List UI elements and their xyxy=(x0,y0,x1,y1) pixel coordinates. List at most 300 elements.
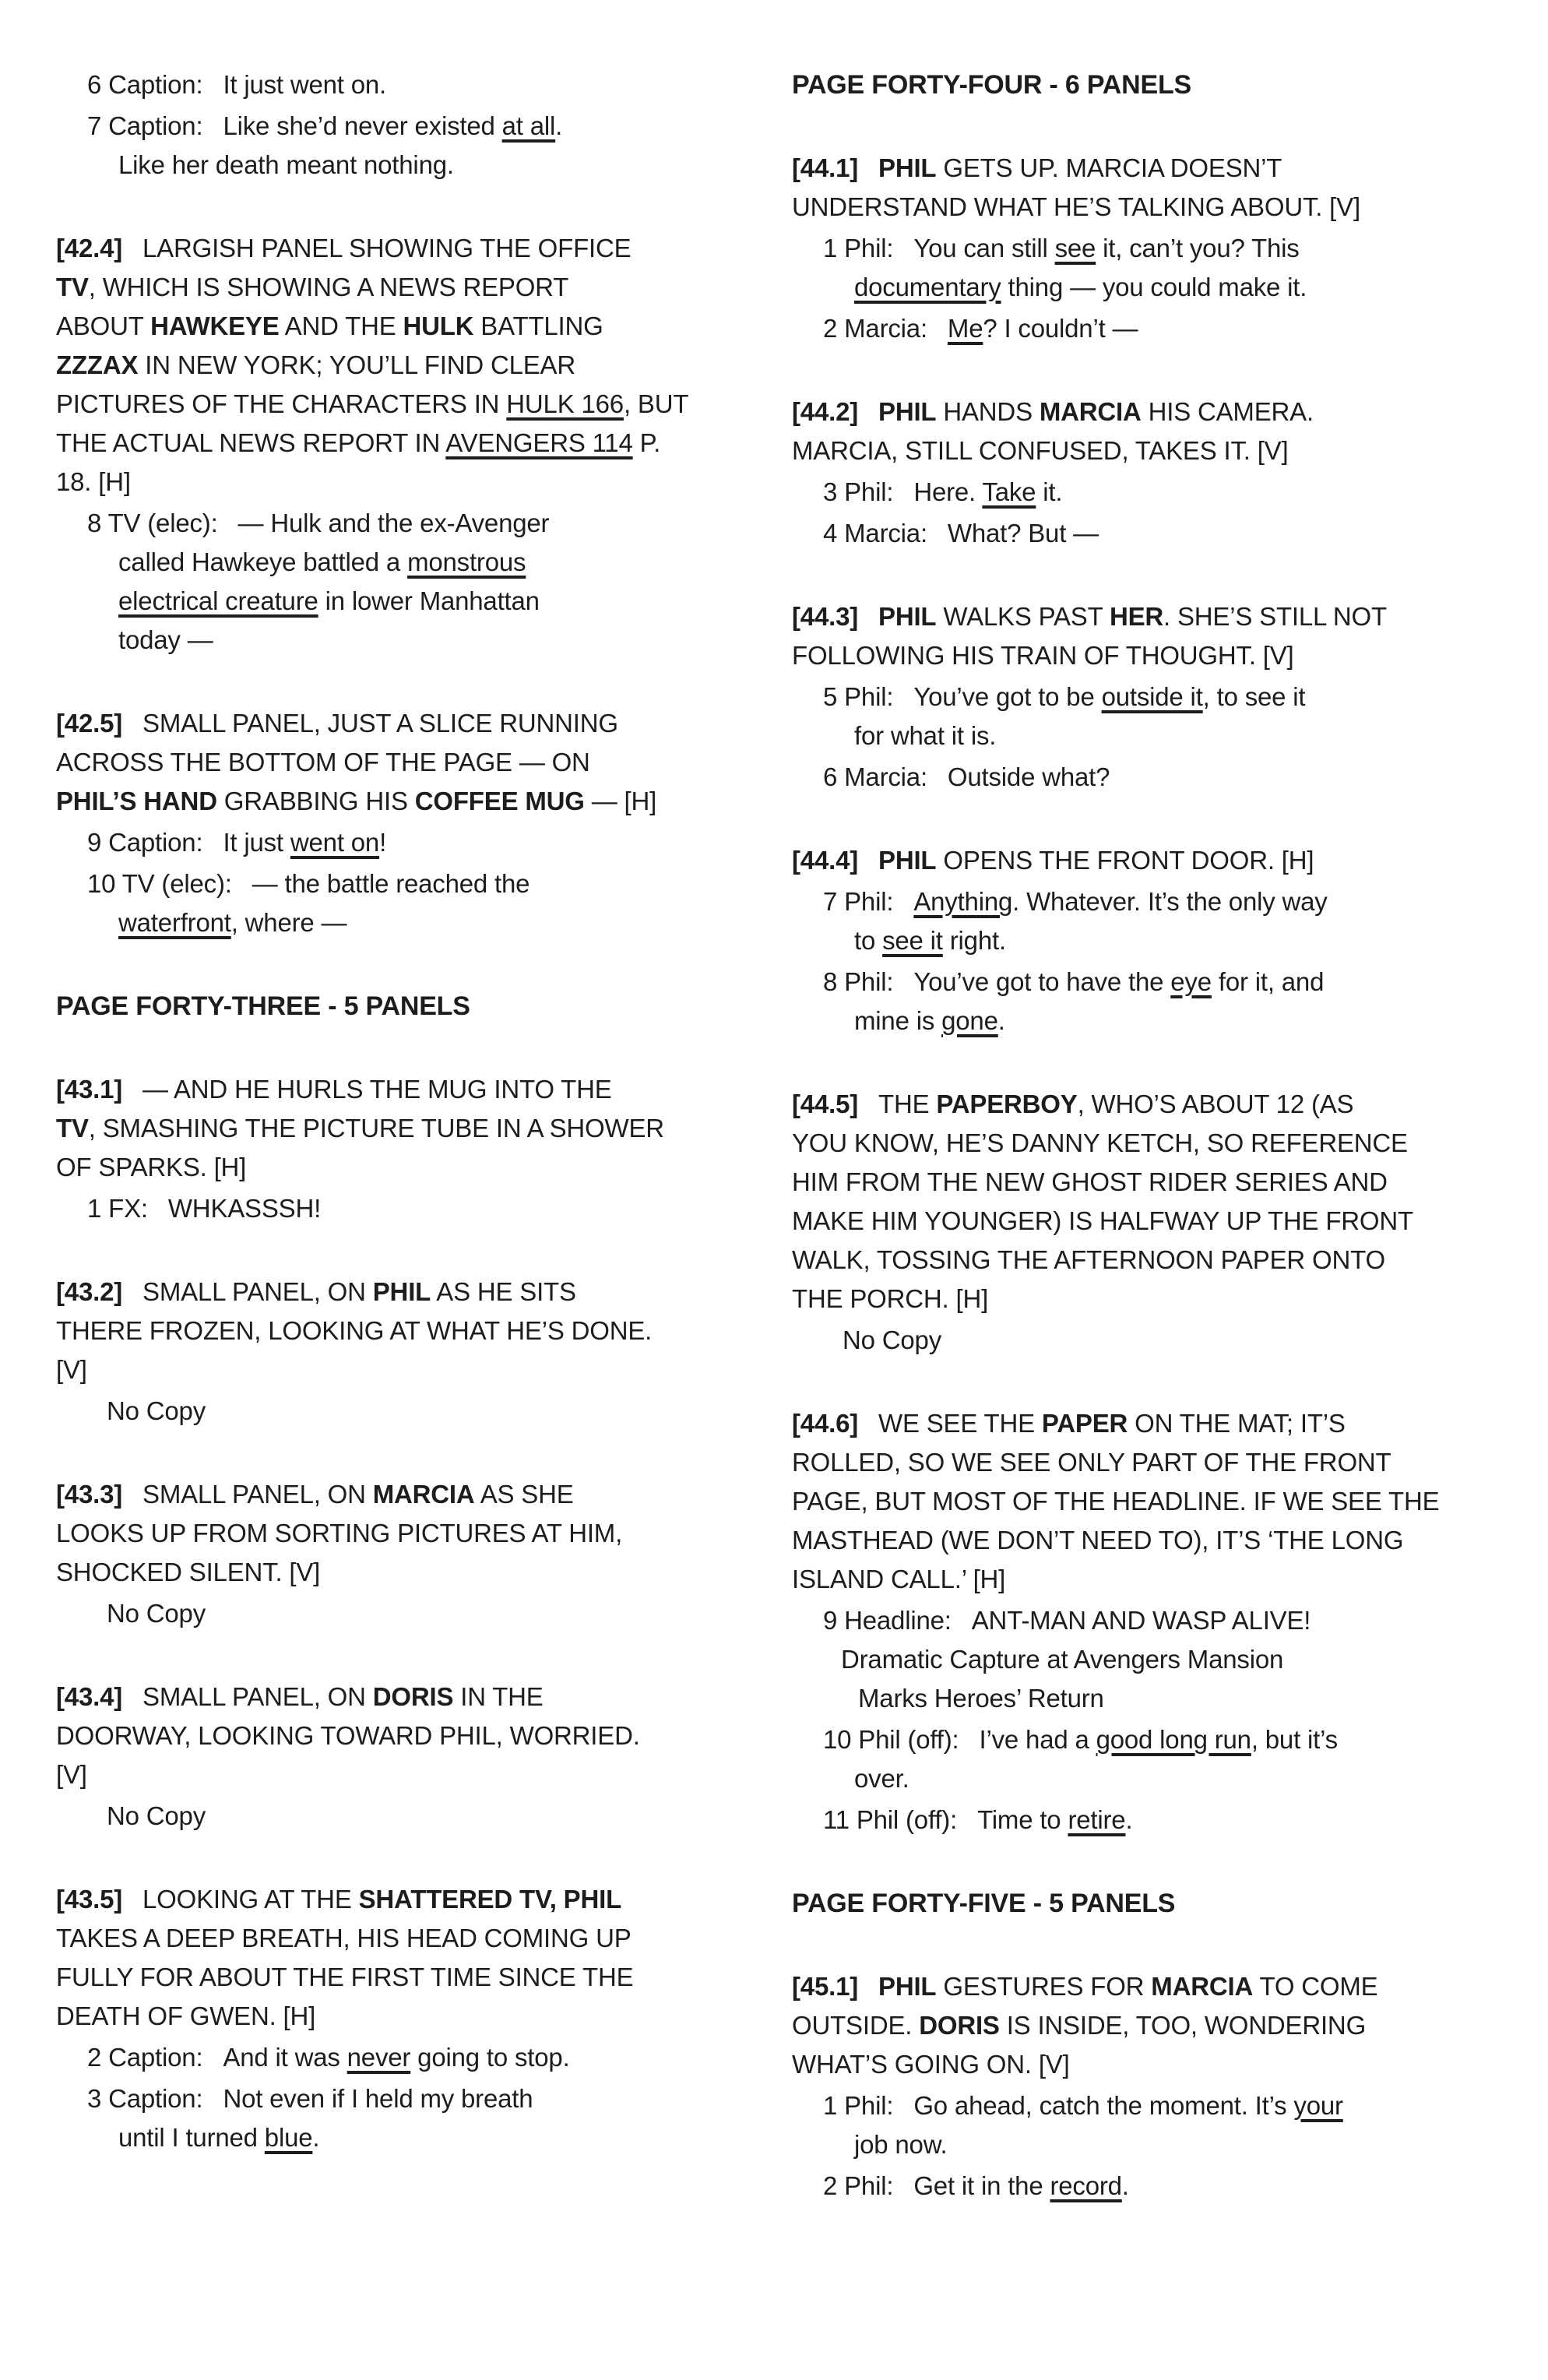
text-line xyxy=(792,1002,1528,1040)
text-segment: Go ahead, catch the moment. It’s xyxy=(913,2091,1294,2120)
text-line xyxy=(792,2125,1528,2164)
text-segment: called Hawkeye battled a xyxy=(118,547,408,576)
text-line xyxy=(792,597,1528,636)
text-line xyxy=(792,1967,1528,2006)
text-segment: , to see it xyxy=(1202,682,1306,711)
text-segment: THE PORCH. [H] xyxy=(792,1284,989,1313)
text-line xyxy=(792,1801,1528,1840)
left-column xyxy=(56,0,769,2202)
text-segment: SHOCKED SILENT. [V] xyxy=(56,1558,321,1586)
dialogue-list xyxy=(56,1594,769,1633)
speaker-label: 7 Caption: xyxy=(87,111,203,140)
text-line xyxy=(792,678,1528,716)
text-segment: — [H] xyxy=(584,787,657,815)
text-segment: ABOUT xyxy=(56,312,151,340)
text-segment: went on xyxy=(290,828,380,857)
speaker-label: [45.1] xyxy=(792,1972,859,2001)
panel-description xyxy=(792,1967,1528,2084)
text-segment: HIM FROM THE NEW GHOST RIDER SERIES AND xyxy=(792,1167,1388,1196)
speaker-label: 1 Phil: xyxy=(823,2091,894,2120)
text-line xyxy=(56,1755,769,1794)
text-segment: GESTURES FOR xyxy=(936,1972,1152,2001)
text-segment: WALKS PAST xyxy=(936,602,1110,631)
text-segment: AS HE SITS xyxy=(431,1277,576,1306)
text-segment: MARCIA xyxy=(1039,397,1142,426)
text-line xyxy=(56,704,769,743)
text-segment: MASTHEAD (WE DON’T NEED TO), IT’S ‘THE LONG xyxy=(792,1526,1404,1554)
text-line xyxy=(792,1443,1528,1482)
text-segment: You can still xyxy=(913,234,1055,262)
right-column xyxy=(792,0,1528,2250)
text-segment: PHIL xyxy=(878,846,937,875)
text-line xyxy=(56,1553,769,1592)
text-line xyxy=(792,2086,1528,2125)
text-segment: 18. [H] xyxy=(56,467,131,496)
text-segment: DORIS xyxy=(372,1682,454,1711)
text-segment: MARCIA, STILL CONFUSED, TAKES IT. [V] xyxy=(792,436,1289,465)
speaker-label: 2 Phil: xyxy=(823,2171,894,2200)
dialogue-list xyxy=(56,2038,769,2157)
text-segment: Dramatic Capture at Avengers Mansion xyxy=(841,1645,1284,1674)
speaker-label: 3 Phil: xyxy=(823,477,894,506)
text-line xyxy=(56,424,769,463)
text-segment: [V] xyxy=(56,1355,87,1384)
text-segment: Marks Heroes’ Return xyxy=(858,1684,1104,1713)
text-segment: WHKASSSH! xyxy=(167,1194,322,1223)
text-segment: You’ve got to be xyxy=(913,682,1102,711)
text-segment: LOOKS UP FROM SORTING PICTURES AT HIM, xyxy=(56,1519,623,1547)
speaker-label: 9 Caption: xyxy=(87,828,203,857)
speaker-label: 10 TV (elec): xyxy=(87,869,232,898)
text-segment: IN THE xyxy=(453,1682,544,1711)
panel-unit xyxy=(56,1070,769,1228)
text-line xyxy=(792,1321,1528,1360)
dialogue-list xyxy=(56,1797,769,1836)
text-line xyxy=(56,107,769,146)
text-segment: AVENGERS 114 xyxy=(445,428,633,457)
speaker-label: [43.4] xyxy=(56,1682,123,1711)
panel-description xyxy=(56,1273,769,1389)
text-segment: PHIL’S HAND xyxy=(56,787,217,815)
text-segment: ANT-MAN AND WASP ALIVE! xyxy=(971,1606,1311,1635)
text-segment: FULLY FOR ABOUT THE FIRST TIME SINCE THE xyxy=(56,1963,634,1991)
text-line xyxy=(56,229,769,268)
text-segment: No Copy xyxy=(843,1326,941,1354)
text-segment: , where — xyxy=(230,908,347,937)
speaker-label: 10 Phil (off): xyxy=(823,1725,959,1754)
panel-description xyxy=(56,1070,769,1187)
text-segment: AS SHE xyxy=(474,1480,574,1509)
text-segment: ! xyxy=(379,828,387,857)
text-line xyxy=(56,385,769,424)
panel-description xyxy=(56,704,769,821)
text-segment: SMALL PANEL, JUST A SLICE RUNNING xyxy=(142,709,618,738)
section-heading: PAGE FORTY-THREE - 5 PANELS xyxy=(56,991,470,1021)
text-segment: WHAT’S GOING ON. [V] xyxy=(792,2050,1070,2079)
text-line xyxy=(56,346,769,385)
speaker-label: 1 Phil: xyxy=(823,234,894,262)
text-segment: PHIL xyxy=(878,602,937,631)
text-segment: THERE FROZEN, LOOKING AT WHAT HE’S DONE. xyxy=(56,1316,653,1345)
text-line xyxy=(56,1109,769,1148)
text-segment: PHIL xyxy=(878,153,937,182)
speaker-label: 6 Marcia: xyxy=(823,762,927,791)
text-line xyxy=(792,882,1528,921)
dialogue-item xyxy=(792,1601,1528,1718)
text-segment: SMALL PANEL, ON xyxy=(142,1480,373,1509)
panel-description xyxy=(792,841,1528,880)
panel-description xyxy=(792,597,1528,675)
text-segment: ? I couldn’t — xyxy=(983,314,1138,343)
text-line xyxy=(56,1475,769,1514)
dialogue-list xyxy=(792,678,1528,797)
panel-unit xyxy=(792,597,1528,797)
speaker-label: [44.3] xyxy=(792,602,859,631)
dialogue-item xyxy=(792,1801,1528,1840)
text-line xyxy=(56,1350,769,1389)
dialogue-item xyxy=(56,1797,769,1836)
section-heading: PAGE FORTY-FIVE - 5 PANELS xyxy=(792,1889,1176,1918)
text-segment: retire xyxy=(1068,1805,1126,1834)
speaker-label: [43.5] xyxy=(56,1885,123,1914)
text-segment: It just went on. xyxy=(223,70,387,99)
text-segment: WE SEE THE xyxy=(878,1409,1042,1438)
text-segment: , BUT xyxy=(623,389,689,418)
text-segment: SMALL PANEL, ON xyxy=(142,1277,373,1306)
text-segment: see it xyxy=(882,926,943,955)
speaker-label: [43.2] xyxy=(56,1277,123,1306)
text-segment: ISLAND CALL.’ [H] xyxy=(792,1565,1006,1593)
text-line xyxy=(56,1716,769,1755)
panel-unit xyxy=(56,65,769,185)
speaker-label: 5 Phil: xyxy=(823,682,894,711)
text-segment: documentary xyxy=(854,273,1001,301)
dialogue-list xyxy=(792,1321,1528,1360)
text-line xyxy=(56,621,769,660)
text-segment: PAGE, BUT MOST OF THE HEADLINE. IF WE SEE THE xyxy=(792,1487,1440,1516)
panel-unit xyxy=(56,1273,769,1431)
text-line xyxy=(56,504,769,543)
dialogue-item xyxy=(792,309,1528,348)
speaker-label: 4 Marcia: xyxy=(823,519,927,547)
text-line xyxy=(792,268,1528,307)
panel-unit xyxy=(792,393,1528,553)
speaker-label: [44.6] xyxy=(792,1409,859,1438)
text-line xyxy=(56,1594,769,1633)
text-line xyxy=(792,1679,1528,1718)
dialogue-list xyxy=(792,473,1528,553)
text-line xyxy=(792,431,1528,470)
text-line xyxy=(792,1404,1528,1443)
text-segment: HULK 166 xyxy=(506,389,624,418)
text-line xyxy=(792,1124,1528,1163)
text-segment: , but it’s xyxy=(1251,1725,1338,1754)
text-line xyxy=(792,229,1528,268)
speaker-label: [44.1] xyxy=(792,153,859,182)
text-segment: MARCIA xyxy=(372,1480,475,1509)
text-segment: job now. xyxy=(854,2130,948,2159)
text-segment: GETS UP. MARCIA DOESN’T xyxy=(936,153,1282,182)
text-line xyxy=(792,1085,1528,1124)
text-segment: DORIS xyxy=(919,2011,1000,2040)
text-segment: HAWKEYE xyxy=(150,312,280,340)
dialogue-item xyxy=(792,2167,1528,2206)
text-line xyxy=(56,543,769,582)
text-segment: it, can’t you? This xyxy=(1096,234,1300,262)
text-line xyxy=(792,1601,1528,1640)
text-segment: SHATTERED TV, PHIL xyxy=(358,1885,622,1914)
text-line xyxy=(56,307,769,346)
text-line xyxy=(792,758,1528,797)
text-line xyxy=(792,473,1528,512)
text-segment: over. xyxy=(854,1764,909,1793)
dialogue-list xyxy=(792,229,1528,348)
dialogue-item xyxy=(792,678,1528,755)
text-line xyxy=(792,1163,1528,1202)
text-segment: COFFEE MUG xyxy=(414,787,585,815)
dialogue-item xyxy=(792,882,1528,960)
text-line xyxy=(792,1560,1528,1599)
text-segment: YOU KNOW, HE’S DANNY KETCH, SO REFERENCE xyxy=(792,1128,1408,1157)
dialogue-list xyxy=(792,1601,1528,1840)
text-segment: And it was xyxy=(223,2043,347,2072)
speaker-label: [44.5] xyxy=(792,1090,859,1118)
text-segment: I’ve had a xyxy=(979,1725,1096,1754)
text-line xyxy=(792,2006,1528,2045)
text-segment: blue xyxy=(264,2123,313,2152)
dialogue-item xyxy=(56,2038,769,2077)
text-line xyxy=(792,963,1528,1002)
panel-unit xyxy=(792,841,1528,1040)
panel-unit xyxy=(792,1967,1528,2206)
dialogue-item xyxy=(792,758,1528,797)
text-segment: going to stop. xyxy=(410,2043,570,2072)
dialogue-item xyxy=(792,963,1528,1040)
text-segment: UNDERSTAND WHAT HE’S TALKING ABOUT. [V] xyxy=(792,192,1360,221)
text-line xyxy=(56,1919,769,1958)
text-line xyxy=(792,1720,1528,1759)
dialogue-list xyxy=(792,882,1528,1040)
text-segment: It just xyxy=(223,828,290,857)
text-segment: [V] xyxy=(56,1760,87,1789)
text-line xyxy=(56,1189,769,1228)
text-segment: PHIL xyxy=(878,397,937,426)
text-segment: P. xyxy=(632,428,661,457)
text-segment: HIS CAMERA. xyxy=(1141,397,1314,426)
text-segment: Like her death meant nothing. xyxy=(118,150,454,179)
text-segment: in lower Manhattan xyxy=(318,586,540,615)
text-segment: Take xyxy=(982,477,1036,506)
text-line xyxy=(56,1148,769,1187)
text-segment: SMALL PANEL, ON xyxy=(142,1682,373,1711)
text-segment: You’ve got to have the xyxy=(913,967,1171,996)
text-segment: , SMASHING THE PICTURE TUBE IN A SHOWER xyxy=(88,1114,664,1142)
text-segment: see xyxy=(1054,234,1096,262)
text-segment: PHIL xyxy=(372,1277,431,1306)
dialogue-item xyxy=(56,823,769,862)
text-segment: OPENS THE FRONT DOOR. [H] xyxy=(936,846,1314,875)
dialogue-item xyxy=(56,1594,769,1633)
text-segment: TV xyxy=(56,273,89,301)
text-line xyxy=(56,1514,769,1553)
text-segment: GRABBING HIS xyxy=(216,787,415,815)
dialogue-item xyxy=(56,107,769,185)
text-line xyxy=(56,864,769,903)
text-segment: mine is xyxy=(854,1006,942,1035)
text-segment: , WHICH IS SHOWING A NEWS REPORT xyxy=(88,273,569,301)
text-line xyxy=(792,1280,1528,1319)
text-segment: today — xyxy=(118,625,213,654)
text-segment: never xyxy=(347,2043,411,2072)
text-segment: DEATH OF GWEN. [H] xyxy=(56,2002,316,2030)
speaker-label: 1 FX: xyxy=(87,1194,148,1223)
dialogue-item xyxy=(56,65,769,104)
speaker-label: 2 Caption: xyxy=(87,2043,203,2072)
panel-description xyxy=(56,1475,769,1592)
panel-unit xyxy=(56,704,769,942)
panel-description xyxy=(792,1085,1528,1319)
text-line xyxy=(792,1521,1528,1560)
text-line xyxy=(56,2038,769,2077)
text-line xyxy=(792,149,1528,188)
panel-unit xyxy=(56,1475,769,1633)
text-segment: Me xyxy=(947,314,983,343)
text-line xyxy=(56,1997,769,2036)
text-line xyxy=(792,309,1528,348)
text-line xyxy=(56,823,769,862)
text-segment: OUTSIDE. xyxy=(792,2011,920,2040)
dialogue-item xyxy=(792,473,1528,512)
text-segment: WALK, TOSSING THE AFTERNOON PAPER ONTO xyxy=(792,1245,1385,1274)
text-segment: Here. xyxy=(913,477,983,506)
dialogue-item xyxy=(792,514,1528,553)
dialogue-item xyxy=(792,1321,1528,1360)
text-line xyxy=(56,1311,769,1350)
panel-description xyxy=(792,1404,1528,1599)
text-segment: thing — you could make it. xyxy=(1001,273,1307,301)
dialogue-list xyxy=(56,65,769,185)
text-line xyxy=(56,782,769,821)
text-segment: . xyxy=(555,111,563,140)
text-segment: ZZZAX xyxy=(56,350,139,379)
speaker-label: 3 Caption: xyxy=(87,2084,203,2113)
speaker-label: [43.3] xyxy=(56,1480,123,1509)
text-segment: until I turned xyxy=(118,2123,265,2152)
text-segment: . SHE’S STILL NOT xyxy=(1163,602,1387,631)
text-line xyxy=(792,514,1528,553)
text-line xyxy=(792,636,1528,675)
panel-unit xyxy=(56,1678,769,1836)
text-segment: waterfront xyxy=(118,908,231,937)
speaker-label: 2 Marcia: xyxy=(823,314,927,343)
text-segment: monstrous xyxy=(407,547,526,576)
text-line xyxy=(56,146,769,185)
panel-description xyxy=(56,1880,769,2036)
text-segment: AND THE xyxy=(279,312,403,340)
text-line xyxy=(792,1759,1528,1798)
speaker-label: 11 Phil (off): xyxy=(823,1805,958,1834)
text-line xyxy=(56,1070,769,1109)
text-segment: THE ACTUAL NEWS REPORT IN xyxy=(56,428,446,457)
text-segment: electrical creature xyxy=(118,586,318,615)
text-segment: ACROSS THE BOTTOM OF THE PAGE — ON xyxy=(56,748,590,776)
text-line xyxy=(56,2079,769,2118)
text-line xyxy=(792,841,1528,880)
text-segment: THE xyxy=(878,1090,937,1118)
text-line xyxy=(56,463,769,502)
dialogue-item xyxy=(56,1189,769,1228)
text-segment: TV xyxy=(56,1114,89,1142)
dialogue-item xyxy=(792,1720,1528,1798)
text-segment: HANDS xyxy=(936,397,1040,426)
text-segment: FOLLOWING HIS TRAIN OF THOUGHT. [V] xyxy=(792,641,1294,670)
text-segment: PAPERBOY xyxy=(936,1090,1078,1118)
text-segment: . xyxy=(312,2123,320,2152)
text-line xyxy=(56,743,769,782)
text-line xyxy=(56,582,769,621)
text-segment: outside it xyxy=(1101,682,1203,711)
text-segment: Get it in the xyxy=(913,2171,1050,2200)
text-segment: No Copy xyxy=(107,1396,206,1425)
text-segment: record xyxy=(1050,2171,1122,2200)
speaker-label: [42.5] xyxy=(56,709,123,738)
dialogue-item xyxy=(56,2079,769,2157)
text-segment: it. xyxy=(1036,477,1063,506)
text-segment: gone xyxy=(941,1006,998,1035)
speaker-label: 9 Headline: xyxy=(823,1606,952,1635)
speaker-label: [44.4] xyxy=(792,846,859,875)
text-segment: TO COME xyxy=(1253,1972,1378,2001)
text-line xyxy=(56,1797,769,1836)
text-segment: to xyxy=(854,926,883,955)
text-segment: . xyxy=(1125,1805,1133,1834)
text-segment: ON THE MAT; IT’S xyxy=(1128,1409,1346,1438)
text-segment: for what it is. xyxy=(854,721,997,750)
text-line xyxy=(56,1678,769,1716)
text-line xyxy=(792,2167,1528,2206)
text-segment: LOOKING AT THE xyxy=(142,1885,359,1914)
dialogue-item xyxy=(56,864,769,942)
text-segment: LARGISH PANEL SHOWING THE OFFICE xyxy=(142,234,632,262)
text-line xyxy=(56,1392,769,1431)
speaker-label: 6 Caption: xyxy=(87,70,203,99)
text-segment: . Whatever. It’s the only way xyxy=(1012,887,1328,916)
text-segment: ROLLED, SO WE SEE ONLY PART OF THE FRONT xyxy=(792,1448,1391,1477)
text-segment: MARCIA xyxy=(1151,1972,1254,2001)
text-line xyxy=(56,903,769,942)
text-segment: IS INSIDE, TOO, WONDERING xyxy=(999,2011,1367,2040)
speaker-label: 7 Phil: xyxy=(823,887,894,916)
text-segment: What? But — xyxy=(947,519,1099,547)
text-line xyxy=(792,1202,1528,1241)
panel-unit xyxy=(56,229,769,660)
text-segment: Anything xyxy=(913,887,1013,916)
text-line xyxy=(56,1880,769,1919)
panel-description xyxy=(792,149,1528,227)
text-segment: No Copy xyxy=(107,1801,206,1830)
text-segment: — the battle reached the xyxy=(252,869,530,898)
text-segment: DOORWAY, LOOKING TOWARD PHIL, WORRIED. xyxy=(56,1721,640,1750)
text-line xyxy=(792,1640,1528,1679)
dialogue-item xyxy=(792,2086,1528,2164)
text-segment: — AND HE HURLS THE MUG INTO THE xyxy=(142,1075,612,1104)
dialogue-list xyxy=(792,2086,1528,2206)
dialogue-list xyxy=(56,1392,769,1431)
text-segment: Time to xyxy=(977,1805,1068,1834)
text-segment: Outside what? xyxy=(947,762,1110,791)
speaker-label: [44.2] xyxy=(792,397,859,426)
panel-description xyxy=(56,1678,769,1794)
